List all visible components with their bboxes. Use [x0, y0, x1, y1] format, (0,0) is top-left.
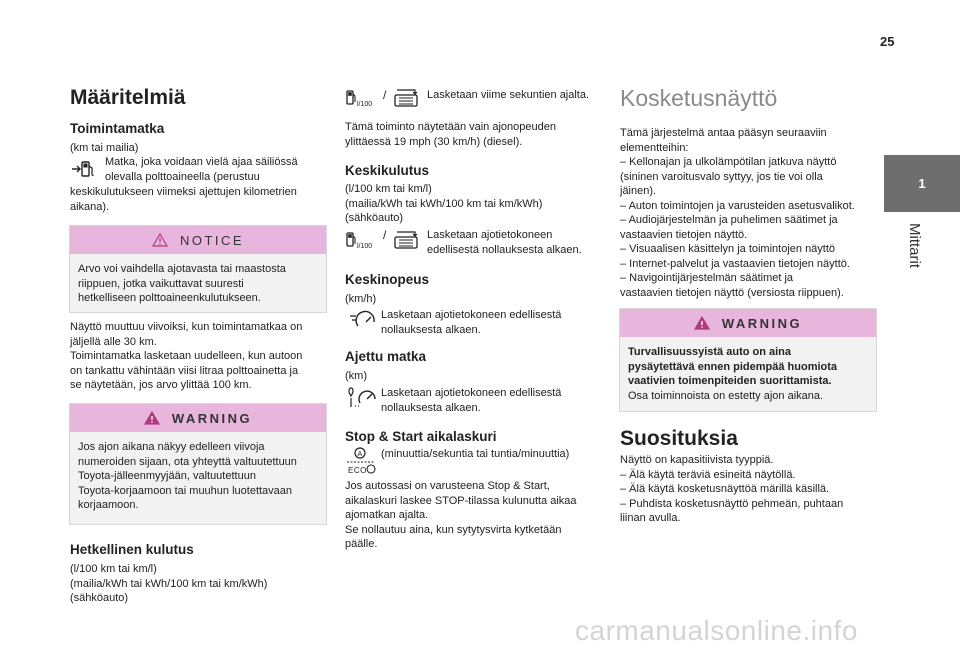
warning-triangle-icon: [152, 233, 168, 247]
keskikulutus-units: [345, 182, 542, 226]
ajettu-desc2: nollauksesta alkaen.: [381, 402, 481, 414]
top-desc: Lasketaan viime sekuntien ajalta.: [427, 89, 590, 101]
heading-stop-start: Stop & Start aikalaskuri: [345, 429, 497, 444]
warning-header: [70, 404, 326, 432]
units-line: (l/100 km tai km/l): [70, 563, 157, 575]
warning-line: numeroiden sijaan, ota yhteyttä valtuutettuun: [78, 455, 297, 468]
svg-text:l/100: l/100: [357, 243, 373, 250]
units-toimintamatka: (km tai mailia): [70, 142, 139, 154]
units-line: (l/100 km tai km/l): [345, 183, 432, 195]
range-paragraph: [70, 320, 330, 393]
heading-keskikulutus: Keskikulutus: [345, 163, 430, 178]
list-item: – Kellonajan ja ulkolämpötilan jatkuva näyttö: [620, 156, 837, 168]
heading-ajettu-matka: Ajettu matka: [345, 349, 427, 364]
list-item: – Älä käytä kosketusnäyttöä märillä käsillä.: [620, 483, 830, 495]
warning-header: [620, 309, 876, 337]
warning-triangle-icon: [144, 411, 160, 425]
slash-separator: /: [383, 228, 387, 242]
suosituksia-paragraph: [620, 453, 882, 526]
para-line: aikalaskuri laskee STOP-tilassa kulunutta aikaa: [345, 494, 577, 507]
para-line: päälle.: [345, 538, 378, 550]
list-item: – Internet-palvelut ja vastaavien tietojen näyttö.: [620, 257, 850, 270]
list-item-cont: vastaavien tietojen näyttö.: [620, 228, 748, 241]
svg-text:A: A: [357, 451, 363, 458]
toimintamatka-line3: keskikulutukseen viimeksi ajettujen kilometrien: [70, 186, 297, 198]
distance-travelled-icon: [346, 385, 376, 409]
warning-box: [69, 403, 327, 525]
toimintamatka-line2: olevalla polttoaineella (perustuu: [105, 171, 260, 183]
para-line: on tankattu vähintään viisi litraa polttoainetta ja: [70, 364, 299, 377]
list-item-cont: liinan avulla.: [620, 512, 681, 524]
units-line: (mailia/kWh tai kWh/100 km tai km/kWh): [70, 577, 268, 590]
para-line: se näytetään, jos arvo ylittää 100 km.: [70, 379, 252, 391]
notice-line: Arvo voi vaihdella ajotavasta tai maastosta: [78, 263, 286, 275]
notice-line: hetkelliseen polttoaineenkulutukseen.: [78, 292, 261, 304]
stop-start-desc: (minuuttia/sekuntia tai tuntia/minuuttia): [381, 448, 570, 460]
keskikulutus-desc1: Lasketaan ajotietokoneen: [427, 229, 553, 241]
warning-title: WARNING: [171, 410, 253, 426]
average-consumption-icon: [345, 230, 375, 252]
watermark: carmanualsonline.info: [575, 615, 858, 646]
list-item: – Auton toimintojen ja varusteiden asetusvalikot.: [620, 199, 855, 212]
para-line: Toimintamatka lasketaan uudelleen, kun autoon: [70, 350, 303, 362]
section-title-maaritelmia: Määritelmiä: [70, 86, 186, 109]
list-item-cont: (sininen varoitusvalo syttyy, jos tie voi olla: [620, 170, 823, 183]
warning-line: Toyota-jälleenmyyjään, valtuutettuun: [78, 470, 256, 482]
chapter-label: Mittarit: [906, 223, 923, 268]
list-item: – Audiojärjestelmän ja puhelimen säätimet ja: [620, 214, 838, 226]
warning-bold-line: vaativien toimenpiteiden suorittamista.: [628, 375, 832, 387]
keskikulutus-desc2: edellisestä nollauksesta alkaen.: [427, 244, 582, 256]
heading-keskinopeus: Keskinopeus: [345, 272, 430, 287]
warning-line: Toyota-korjaamoon tai muuhun luotettavaan: [78, 484, 293, 497]
warning-line: Jos ajon aikana näkyy edelleen viivoja: [78, 441, 265, 453]
chapter-number: 1: [884, 155, 960, 212]
fuel-range-icon: [70, 158, 96, 180]
top-paragraph: [345, 120, 556, 149]
stop-start-paragraph: [345, 479, 577, 552]
hetkellinen-units: [70, 562, 267, 606]
para-line: Tämä toiminto näytetään vain ajonopeuden: [345, 121, 556, 133]
units-line: (mailia/kWh tai kWh/100 km tai km/kWh): [345, 197, 543, 210]
section-title-kosketusnaytto: Kosketusnäyttö: [620, 85, 778, 111]
warning-box-touchscreen: [619, 308, 877, 412]
fuel-consumption-icon: [345, 88, 375, 110]
para-line: Näyttö on kapasitiivista tyyppiä.: [620, 454, 774, 466]
keskinopeus-desc2: nollauksesta alkaen.: [381, 324, 481, 336]
list-item: – Älä käytä teräviä esineitä näytöllä.: [620, 468, 796, 481]
list-item: – Visuaalisen käsittelyn ja toimintojen näyttö: [620, 243, 836, 255]
warning-triangle-icon: [694, 316, 710, 330]
para-line: jäljellä alle 30 km.: [70, 335, 157, 348]
svg-text:l/100: l/100: [357, 101, 373, 108]
warning-bold-line: pysäytettävä ennen pidempää huomiota: [628, 360, 838, 373]
warning-line: korjaamoon.: [78, 499, 139, 511]
para-line: Näyttö muuttuu viivoiksi, kun toimintamatkaa on: [70, 321, 303, 333]
page-number: 25: [880, 34, 895, 49]
kosketusnaytto-paragraph: [620, 126, 882, 300]
ajettu-units: (km): [345, 370, 367, 382]
units-line: (sähköauto): [345, 212, 404, 224]
notice-line: riippuen, jotka vaikuttavat suuresti: [78, 277, 244, 290]
heading-toimintamatka: Toimintamatka: [70, 121, 165, 136]
slash-separator: /: [383, 88, 387, 102]
toimintamatka-line1: Matka, joka voidaan vielä ajaa säiliössä: [105, 156, 298, 168]
eco-label: ECO: [348, 466, 367, 475]
chapter-tab[interactable]: [884, 155, 960, 455]
warning-line: Osa toiminnoista on estetty ajon aikana.: [628, 389, 824, 402]
notice-header: [70, 226, 326, 254]
list-item: – Puhdista kosketusnäyttö pehmeän, puhtaan: [620, 497, 844, 510]
para-line: Tämä järjestelmä antaa pääsyn seuraaviin: [620, 127, 827, 139]
warning-bold-line: Turvallisuussyistä auto on aina: [628, 346, 792, 358]
keskinopeus-units: (km/h): [345, 293, 377, 305]
para-line: Se nollautuu aina, kun sytytysvirta kytketään: [345, 523, 562, 536]
keskinopeus-desc1: Lasketaan ajotietokoneen edellisestä: [381, 309, 562, 321]
trip-computer-icon: [393, 86, 421, 110]
ajettu-desc1: Lasketaan ajotietokoneen edellisestä: [381, 387, 562, 399]
para-line: ajomatkan ajalta.: [345, 509, 429, 521]
para-line: elementteihin:: [620, 141, 689, 154]
section-title-suosituksia: Suosituksia: [620, 427, 738, 450]
heading-hetkellinen-kulutus: Hetkellinen kulutus: [70, 542, 194, 557]
notice-box: [69, 225, 327, 313]
average-speed-icon: [346, 308, 376, 330]
para-line: ylittäessä 19 mph (30 km/h) (diesel).: [345, 135, 523, 148]
para-line: Jos autossasi on varusteena Stop & Start,: [345, 480, 550, 492]
units-line: (sähköauto): [70, 592, 129, 604]
toimintamatka-line4: aikana).: [70, 201, 110, 213]
trip-computer-icon: [393, 228, 421, 252]
warning-title: WARNING: [721, 315, 803, 331]
list-item-cont: vastaavien tietojen näyttö (versiosta riippuen).: [620, 286, 844, 299]
notice-title: NOTICE: [179, 232, 245, 248]
list-item: – Navigointijärjestelmän säätimet ja: [620, 272, 794, 284]
list-item-cont: jäinen).: [620, 185, 657, 197]
